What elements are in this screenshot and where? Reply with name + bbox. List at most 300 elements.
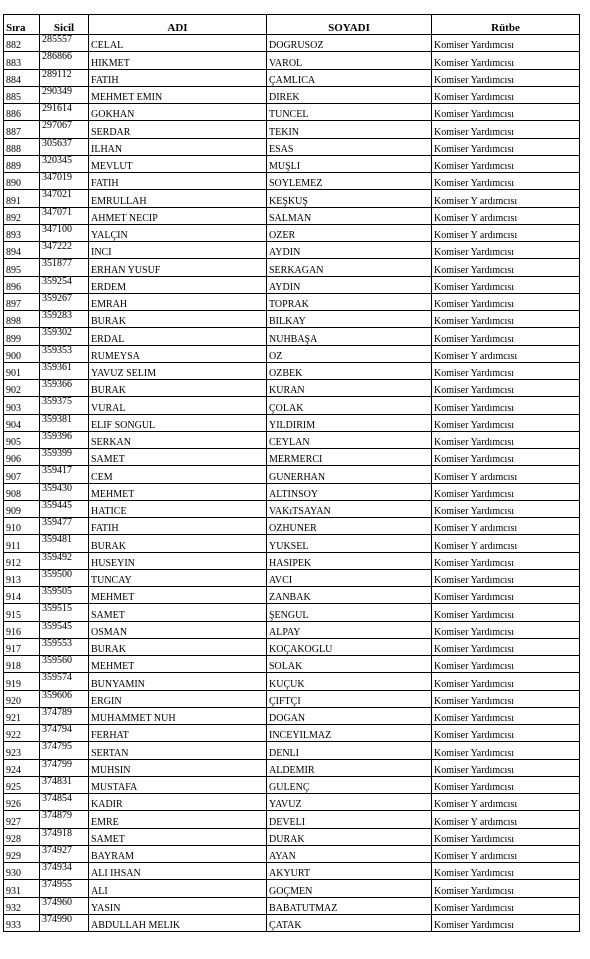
cell-soyadi: KOÇAKOGLU (267, 638, 432, 655)
cell-sicil: 359366 (40, 380, 89, 397)
table-row (4, 224, 580, 241)
cell-rutbe: Komiser Yardımcısı (432, 69, 580, 86)
cell-adi: SERKAN (89, 431, 267, 448)
table-body (4, 35, 580, 932)
cell-rutbe: Komiser Yardımcısı (432, 725, 580, 742)
cell-sira: 892 (4, 207, 40, 224)
cell-adi: FATIH (89, 173, 267, 190)
cell-sira: 884 (4, 69, 40, 86)
cell-soyadi: GUNERHAN (267, 466, 432, 483)
cell-adi: MEHMET EMIN (89, 86, 267, 103)
cell-sicil: 359361 (40, 362, 89, 379)
cell-sira: 910 (4, 518, 40, 535)
cell-soyadi: ŞENGUL (267, 604, 432, 621)
header-sicil: Sicil (40, 15, 89, 35)
cell-rutbe: Komiser Yardımcısı (432, 742, 580, 759)
cell-adi: GOKHAN (89, 104, 267, 121)
cell-rutbe: Komiser Y ardımcısı (432, 224, 580, 241)
cell-rutbe: Komiser Yardımcısı (432, 673, 580, 690)
header-rutbe: Rütbe (432, 15, 580, 35)
cell-rutbe: Komiser Yardımcısı (432, 293, 580, 310)
cell-sira: 899 (4, 328, 40, 345)
cell-soyadi: AKYURT (267, 863, 432, 880)
table-row (4, 276, 580, 293)
table-row (4, 35, 580, 52)
cell-adi: OSMAN (89, 621, 267, 638)
table-row (4, 207, 580, 224)
cell-sicil: 374854 (40, 794, 89, 811)
cell-rutbe: Komiser Yardımcısı (432, 380, 580, 397)
cell-sira: 924 (4, 759, 40, 776)
cell-sicil: 359553 (40, 638, 89, 655)
cell-soyadi: ÇATAK (267, 914, 432, 931)
cell-adi: MEHMET (89, 483, 267, 500)
cell-soyadi: TEKIN (267, 121, 432, 138)
cell-soyadi: AYAN (267, 845, 432, 862)
cell-sira: 882 (4, 35, 40, 52)
table-row (4, 483, 580, 500)
cell-soyadi: ALTINSOY (267, 483, 432, 500)
cell-soyadi: HASIPEK (267, 552, 432, 569)
cell-adi: EMRE (89, 811, 267, 828)
cell-soyadi: ÇAMLICA (267, 69, 432, 86)
cell-sira: 917 (4, 638, 40, 655)
cell-adi: HIKMET (89, 52, 267, 69)
cell-soyadi: GOÇMEN (267, 880, 432, 897)
cell-rutbe: Komiser Yardımcısı (432, 52, 580, 69)
table-row (4, 190, 580, 207)
cell-soyadi: AVCI (267, 569, 432, 586)
cell-adi: CELAL (89, 35, 267, 52)
header-adi: ADI (89, 15, 267, 35)
cell-rutbe: Komiser Yardımcısı (432, 362, 580, 379)
cell-sira: 918 (4, 656, 40, 673)
cell-adi: SERDAR (89, 121, 267, 138)
table-row (4, 914, 580, 931)
cell-sicil: 347071 (40, 207, 89, 224)
cell-sira: 916 (4, 621, 40, 638)
cell-adi: EMRULLAH (89, 190, 267, 207)
table-row (4, 155, 580, 172)
cell-rutbe: Komiser Yardımcısı (432, 449, 580, 466)
table-row (4, 811, 580, 828)
cell-sicil: 351877 (40, 259, 89, 276)
cell-sira: 928 (4, 828, 40, 845)
cell-sicil: 374990 (40, 914, 89, 931)
table-row (4, 293, 580, 310)
cell-soyadi: YAVUZ (267, 794, 432, 811)
table-row (4, 707, 580, 724)
table-row (4, 897, 580, 914)
cell-soyadi: DIREK (267, 86, 432, 103)
cell-soyadi: YUKSEL (267, 535, 432, 552)
cell-adi: MEHMET (89, 656, 267, 673)
cell-sira: 919 (4, 673, 40, 690)
cell-sira: 905 (4, 431, 40, 448)
cell-adi: AHMET NECIP (89, 207, 267, 224)
cell-soyadi: MUŞLI (267, 155, 432, 172)
cell-sira: 912 (4, 552, 40, 569)
cell-rutbe: Komiser Yardımcısı (432, 690, 580, 707)
cell-rutbe: Komiser Yardımcısı (432, 897, 580, 914)
table-row (4, 828, 580, 845)
cell-adi: ERHAN YUSUF (89, 259, 267, 276)
table-row (4, 569, 580, 586)
table-row (4, 328, 580, 345)
table-row (4, 466, 580, 483)
cell-soyadi: INCEYILMAZ (267, 725, 432, 742)
table-row (4, 656, 580, 673)
cell-sicil: 374955 (40, 880, 89, 897)
cell-rutbe: Komiser Y ardımcısı (432, 535, 580, 552)
cell-soyadi: BABATUTMAZ (267, 897, 432, 914)
cell-sicil: 374831 (40, 776, 89, 793)
cell-rutbe: Komiser Yardımcısı (432, 121, 580, 138)
table-row (4, 52, 580, 69)
cell-soyadi: ÇIFTÇI (267, 690, 432, 707)
cell-sicil: 359500 (40, 569, 89, 586)
cell-sira: 888 (4, 138, 40, 155)
cell-sicil: 359481 (40, 535, 89, 552)
cell-sira: 903 (4, 397, 40, 414)
cell-adi: EMRAH (89, 293, 267, 310)
table-row (4, 518, 580, 535)
cell-adi: KADIR (89, 794, 267, 811)
table-row (4, 621, 580, 638)
table-row (4, 638, 580, 655)
cell-sicil: 347222 (40, 242, 89, 259)
cell-sira: 898 (4, 311, 40, 328)
table-row (4, 776, 580, 793)
personnel-list-page (3, 14, 579, 932)
cell-sicil: 290349 (40, 86, 89, 103)
cell-adi: FATIH (89, 69, 267, 86)
cell-rutbe: Komiser Yardımcısı (432, 914, 580, 931)
cell-soyadi: VAROL (267, 52, 432, 69)
cell-adi: ERDEM (89, 276, 267, 293)
cell-sicil: 359396 (40, 431, 89, 448)
cell-soyadi: DOGAN (267, 707, 432, 724)
table-row (4, 794, 580, 811)
cell-sicil: 359606 (40, 690, 89, 707)
cell-adi: MUSTAFA (89, 776, 267, 793)
cell-sira: 913 (4, 569, 40, 586)
cell-soyadi: TOPRAK (267, 293, 432, 310)
cell-adi: ALI (89, 880, 267, 897)
cell-sira: 891 (4, 190, 40, 207)
cell-adi: BAYRAM (89, 845, 267, 862)
cell-rutbe: Komiser Yardımcısı (432, 880, 580, 897)
cell-sira: 914 (4, 587, 40, 604)
cell-adi: CEM (89, 466, 267, 483)
cell-sira: 906 (4, 449, 40, 466)
cell-adi: YALÇIN (89, 224, 267, 241)
cell-sicil: 359492 (40, 552, 89, 569)
cell-sicil: 359445 (40, 500, 89, 517)
cell-sicil: 285557 (40, 35, 89, 52)
table-row (4, 431, 580, 448)
cell-sira: 895 (4, 259, 40, 276)
cell-sira: 921 (4, 707, 40, 724)
table-row (4, 173, 580, 190)
table-header-row (4, 15, 580, 35)
cell-adi: BURAK (89, 311, 267, 328)
table-row (4, 535, 580, 552)
cell-sicil: 359417 (40, 466, 89, 483)
cell-soyadi: KUÇUK (267, 673, 432, 690)
header-soyadi: SOYADI (267, 15, 432, 35)
cell-soyadi: OZBEK (267, 362, 432, 379)
table-row (4, 345, 580, 362)
cell-adi: RUMEYSA (89, 345, 267, 362)
table-row (4, 759, 580, 776)
cell-sicil: 359353 (40, 345, 89, 362)
cell-sicil: 359399 (40, 449, 89, 466)
table-row (4, 414, 580, 431)
cell-sicil: 374879 (40, 811, 89, 828)
cell-rutbe: Komiser Y ardımcısı (432, 794, 580, 811)
cell-adi: ERDAL (89, 328, 267, 345)
table-row (4, 742, 580, 759)
cell-sira: 923 (4, 742, 40, 759)
cell-sira: 908 (4, 483, 40, 500)
cell-sira: 887 (4, 121, 40, 138)
table-row (4, 86, 580, 103)
cell-adi: YASIN (89, 897, 267, 914)
cell-soyadi: KEŞKUŞ (267, 190, 432, 207)
cell-adi: SAMET (89, 449, 267, 466)
personnel-table (3, 14, 580, 932)
cell-sicil: 347100 (40, 224, 89, 241)
cell-rutbe: Komiser Yardımcısı (432, 35, 580, 52)
cell-sira: 929 (4, 845, 40, 862)
cell-sicil: 374794 (40, 725, 89, 742)
cell-sira: 922 (4, 725, 40, 742)
cell-rutbe: Komiser Yardımcısı (432, 587, 580, 604)
cell-soyadi: DEVELI (267, 811, 432, 828)
cell-soyadi: KURAN (267, 380, 432, 397)
table-row (4, 311, 580, 328)
cell-sicil: 297067 (40, 121, 89, 138)
cell-rutbe: Komiser Yardımcısı (432, 242, 580, 259)
cell-sicil: 359505 (40, 587, 89, 604)
table-row (4, 380, 580, 397)
cell-sicil: 286866 (40, 52, 89, 69)
cell-rutbe: Komiser Yardımcısı (432, 86, 580, 103)
cell-soyadi: SALMAN (267, 207, 432, 224)
cell-sira: 902 (4, 380, 40, 397)
cell-adi: FERHAT (89, 725, 267, 742)
table-row (4, 449, 580, 466)
cell-sicil: 359515 (40, 604, 89, 621)
cell-rutbe: Komiser Yardımcısı (432, 776, 580, 793)
cell-soyadi: MERMERCI (267, 449, 432, 466)
cell-rutbe: Komiser Yardımcısı (432, 604, 580, 621)
cell-soyadi: ZANBAK (267, 587, 432, 604)
cell-sicil: 374789 (40, 707, 89, 724)
cell-sira: 926 (4, 794, 40, 811)
cell-soyadi: TUNCEL (267, 104, 432, 121)
cell-sira: 894 (4, 242, 40, 259)
cell-sicil: 359283 (40, 311, 89, 328)
table-row (4, 863, 580, 880)
table-row (4, 121, 580, 138)
table-row (4, 259, 580, 276)
table-row (4, 362, 580, 379)
cell-soyadi: DURAK (267, 828, 432, 845)
cell-rutbe: Komiser Yardımcısı (432, 259, 580, 276)
cell-adi: SERTAN (89, 742, 267, 759)
cell-sira: 925 (4, 776, 40, 793)
cell-rutbe: Komiser Yardımcısı (432, 138, 580, 155)
cell-rutbe: Komiser Yardımcısı (432, 656, 580, 673)
table-row (4, 587, 580, 604)
cell-sira: 909 (4, 500, 40, 517)
cell-sira: 883 (4, 52, 40, 69)
cell-rutbe: Komiser Y ardımcısı (432, 345, 580, 362)
table-row (4, 242, 580, 259)
cell-rutbe: Komiser Yardımcısı (432, 569, 580, 586)
cell-rutbe: Komiser Yardımcısı (432, 276, 580, 293)
cell-sicil: 359267 (40, 293, 89, 310)
cell-adi: FATIH (89, 518, 267, 535)
table-row (4, 673, 580, 690)
cell-soyadi: OZER (267, 224, 432, 241)
cell-sicil: 374934 (40, 863, 89, 880)
cell-soyadi: AYDIN (267, 276, 432, 293)
cell-adi: INCI (89, 242, 267, 259)
cell-adi: ILHAN (89, 138, 267, 155)
cell-sicil: 359560 (40, 656, 89, 673)
cell-sicil: 359375 (40, 397, 89, 414)
cell-soyadi: VAKıTSAYAN (267, 500, 432, 517)
cell-rutbe: Komiser Yardımcısı (432, 707, 580, 724)
cell-soyadi: DENLI (267, 742, 432, 759)
cell-sira: 900 (4, 345, 40, 362)
cell-sicil: 289112 (40, 69, 89, 86)
table-row (4, 604, 580, 621)
cell-soyadi: SERKAGAN (267, 259, 432, 276)
cell-adi: MEVLUT (89, 155, 267, 172)
table-row (4, 104, 580, 121)
cell-rutbe: Komiser Yardımcısı (432, 552, 580, 569)
cell-sicil: 359254 (40, 276, 89, 293)
cell-sira: 901 (4, 362, 40, 379)
cell-sicil: 305637 (40, 138, 89, 155)
cell-adi: MEHMET (89, 587, 267, 604)
cell-sira: 915 (4, 604, 40, 621)
cell-sicil: 374918 (40, 828, 89, 845)
cell-sicil: 347019 (40, 173, 89, 190)
cell-soyadi: SOYLEMEZ (267, 173, 432, 190)
cell-sicil: 374799 (40, 759, 89, 776)
cell-rutbe: Komiser Y ardımcısı (432, 190, 580, 207)
header-sira: Sıra (4, 15, 40, 35)
table-row (4, 69, 580, 86)
cell-sira: 889 (4, 155, 40, 172)
cell-sira: 885 (4, 86, 40, 103)
cell-sira: 933 (4, 914, 40, 931)
cell-sira: 927 (4, 811, 40, 828)
cell-adi: TUNCAY (89, 569, 267, 586)
cell-soyadi: ALPAY (267, 621, 432, 638)
cell-sicil: 291614 (40, 104, 89, 121)
cell-soyadi: AYDIN (267, 242, 432, 259)
cell-rutbe: Komiser Yardımcısı (432, 759, 580, 776)
cell-sira: 904 (4, 414, 40, 431)
cell-soyadi: ÇOLAK (267, 397, 432, 414)
cell-sicil: 347021 (40, 190, 89, 207)
cell-rutbe: Komiser Yardımcısı (432, 397, 580, 414)
cell-sira: 911 (4, 535, 40, 552)
cell-adi: SAMET (89, 604, 267, 621)
cell-sicil: 359545 (40, 621, 89, 638)
cell-sira: 886 (4, 104, 40, 121)
table-row (4, 880, 580, 897)
cell-rutbe: Komiser Yardımcısı (432, 431, 580, 448)
cell-soyadi: OZHUNER (267, 518, 432, 535)
cell-sira: 907 (4, 466, 40, 483)
table-row (4, 725, 580, 742)
cell-sicil: 359430 (40, 483, 89, 500)
cell-rutbe: Komiser Yardımcısı (432, 483, 580, 500)
cell-adi: HATICE (89, 500, 267, 517)
table-row (4, 138, 580, 155)
cell-rutbe: Komiser Yardımcısı (432, 500, 580, 517)
cell-adi: HUSEYIN (89, 552, 267, 569)
cell-sira: 896 (4, 276, 40, 293)
cell-soyadi: SOLAK (267, 656, 432, 673)
cell-soyadi: OZ (267, 345, 432, 362)
cell-adi: ELIF SONGUL (89, 414, 267, 431)
cell-soyadi: BILKAY (267, 311, 432, 328)
cell-adi: SAMET (89, 828, 267, 845)
cell-adi: MUHSIN (89, 759, 267, 776)
cell-soyadi: DOGRUSOZ (267, 35, 432, 52)
cell-sicil: 359302 (40, 328, 89, 345)
table-row (4, 500, 580, 517)
cell-sira: 932 (4, 897, 40, 914)
cell-soyadi: ESAS (267, 138, 432, 155)
cell-sira: 897 (4, 293, 40, 310)
cell-adi: MUHAMMET NUH (89, 707, 267, 724)
table-row (4, 845, 580, 862)
cell-sicil: 320345 (40, 155, 89, 172)
cell-adi: YAVUZ SELIM (89, 362, 267, 379)
cell-sicil: 374927 (40, 845, 89, 862)
cell-adi: BURAK (89, 535, 267, 552)
cell-rutbe: Komiser Yardımcısı (432, 104, 580, 121)
cell-rutbe: Komiser Y ardımcısı (432, 207, 580, 224)
table-row (4, 690, 580, 707)
cell-sicil: 359574 (40, 673, 89, 690)
cell-adi: BURAK (89, 638, 267, 655)
cell-sira: 930 (4, 863, 40, 880)
cell-rutbe: Komiser Y ardımcısı (432, 845, 580, 862)
cell-soyadi: NUHBAŞA (267, 328, 432, 345)
cell-sira: 920 (4, 690, 40, 707)
table-row (4, 552, 580, 569)
cell-sira: 931 (4, 880, 40, 897)
cell-rutbe: Komiser Y ardımcısı (432, 811, 580, 828)
cell-sicil: 359477 (40, 518, 89, 535)
cell-rutbe: Komiser Y ardımcısı (432, 466, 580, 483)
cell-rutbe: Komiser Yardımcısı (432, 311, 580, 328)
cell-adi: ERGIN (89, 690, 267, 707)
cell-rutbe: Komiser Yardımcısı (432, 173, 580, 190)
cell-sicil: 359381 (40, 414, 89, 431)
cell-sira: 893 (4, 224, 40, 241)
